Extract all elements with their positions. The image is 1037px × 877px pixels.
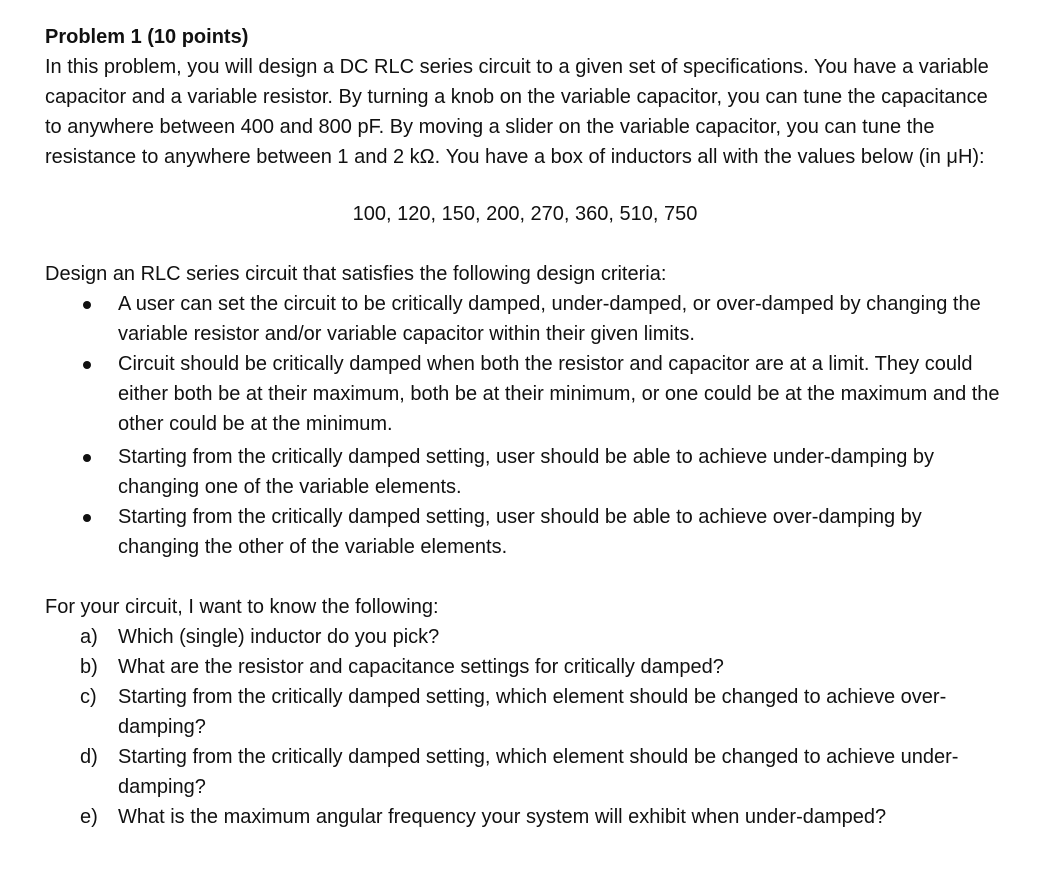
bullet-icon [83, 514, 91, 522]
question-item [45, 802, 1005, 832]
question-letter: d) [80, 746, 98, 768]
question-letter: e) [80, 806, 98, 828]
question-letter: a) [80, 626, 98, 648]
criteria-item [45, 289, 1005, 349]
question-item [45, 652, 1005, 682]
criteria-list [45, 289, 1005, 562]
question-item [45, 622, 1005, 652]
criteria-text: Starting from the critically damped setting, user should be able to achieve over-damping by changing the other of the variable elements. [118, 506, 922, 558]
criteria-text: Circuit should be critically damped when both the resistor and capacitor are at a limit. They could either both be at their maximum, both be at their minimum, or one could be at the maximum and the other could be at the minimum. [118, 353, 1000, 435]
questions-intro: For your circuit, I want to know the following: [45, 596, 439, 618]
question-text: Which (single) inductor do you pick? [118, 626, 440, 648]
question-item [45, 682, 1005, 742]
bullet-icon [83, 301, 91, 309]
criteria-item [45, 442, 1005, 502]
criteria-text: A user can set the circuit to be critically damped, under-damped, or over-damped by changing the variable resistor and/or variable capacitor within their given limits. [118, 293, 981, 345]
question-text: What are the resistor and capacitance settings for critically damped? [118, 656, 724, 678]
criteria-text: Starting from the critically damped setting, user should be able to achieve under-damping by changing one of the variable elements. [118, 446, 935, 498]
inductor-values: 100, 120, 150, 200, 270, 360, 510, 750 [352, 203, 698, 225]
questions-list [45, 622, 1005, 832]
question-text: Starting from the critically damped setting, which element should be changed to achieve over- damping? [118, 686, 947, 738]
problem-intro: In this problem, you will design a DC RLC series circuit to a given set of specifications. You have a variable capacitor and a variable resistor. By turning a knob on the variable capacitor, you can tune the capacitance to anywhere between 400 and 800 pF. By moving a slider on the variable capacitor, you can tune the resistance to anywhere between 1 and 2 kΩ. You have a box of inductors all with the values below (in μH): [45, 56, 989, 168]
criteria-item [45, 349, 1005, 439]
problem-document [45, 22, 1005, 832]
question-item [45, 742, 1005, 802]
criteria-intro: Design an RLC series circuit that satisfies the following design criteria: [45, 263, 667, 285]
bullet-icon [83, 361, 91, 369]
question-letter: c) [80, 686, 97, 708]
bullet-icon [83, 454, 91, 462]
question-text: What is the maximum angular frequency your system will exhibit when under-damped? [118, 806, 887, 828]
criteria-item [45, 502, 1005, 562]
question-letter: b) [80, 656, 98, 678]
question-text: Starting from the critically damped setting, which element should be changed to achieve under- damping? [118, 746, 959, 798]
problem-title: Problem 1 (10 points) [45, 26, 249, 48]
